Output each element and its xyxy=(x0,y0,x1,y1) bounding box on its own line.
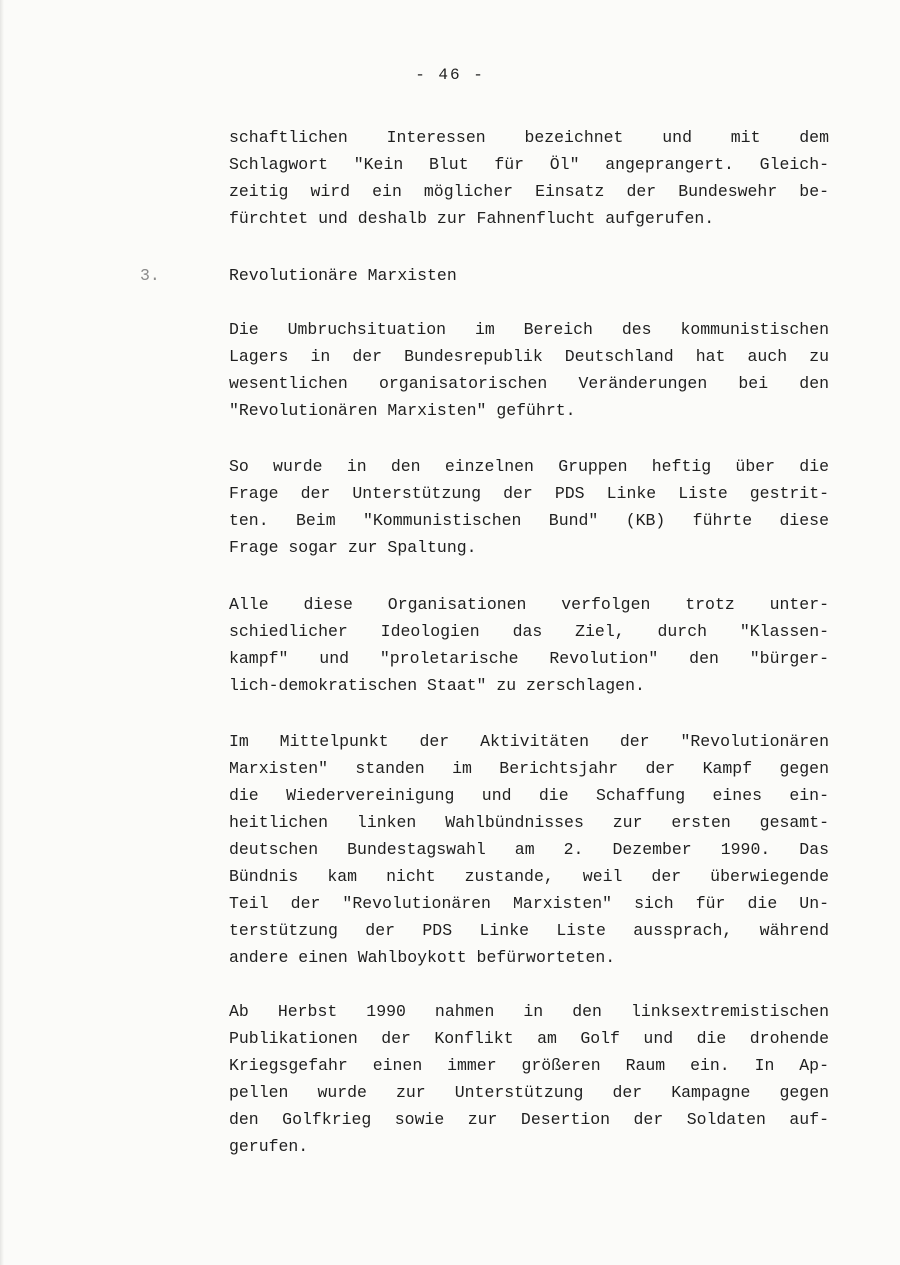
text-line: Bündnis kam nicht zustande, weil der überwiegende xyxy=(229,867,829,886)
paragraph-4 xyxy=(229,591,829,699)
scan-edge-shadow xyxy=(0,0,4,1265)
section-number: 3. xyxy=(140,266,160,285)
text-line: die Wiedervereinigung und die Schaffung eines ein- xyxy=(229,786,829,805)
text-line: Frage der Unterstützung der PDS Linke Liste gestrit- xyxy=(229,484,829,503)
paragraph-3 xyxy=(229,453,829,561)
text-line: schaftlichen Interessen bezeichnet und mit dem xyxy=(229,128,829,147)
text-line: Frage sogar zur Spaltung. xyxy=(229,538,477,557)
page-number: - 46 - xyxy=(415,66,485,84)
text-line: Die Umbruchsituation im Bereich des kommunistischen xyxy=(229,320,829,339)
text-line: Ab Herbst 1990 nahmen in den linksextremistischen xyxy=(229,1002,829,1021)
text-line: Publikationen der Konflikt am Golf und die drohende xyxy=(229,1029,829,1048)
text-line: So wurde in den einzelnen Gruppen heftig über die xyxy=(229,457,829,476)
text-line: gerufen. xyxy=(229,1137,309,1156)
section-heading: Revolutionäre Marxisten xyxy=(229,266,457,285)
text-line: Im Mittelpunkt der Aktivitäten der "Revolutionären xyxy=(229,732,829,751)
paragraph-5 xyxy=(229,728,829,971)
text-line: Teil der "Revolutionären Marxisten" sich für die Un- xyxy=(229,894,829,913)
text-line: Lagers in der Bundesrepublik Deutschland hat auch zu xyxy=(229,347,829,366)
text-line: wesentlichen organisatorischen Veränderungen bei den xyxy=(229,374,829,393)
text-line: Schlagwort "Kein Blut für Öl" angeprangert. Gleich- xyxy=(229,155,829,174)
text-line: terstützung der PDS Linke Liste aussprach, während xyxy=(229,921,829,940)
text-line: fürchtet und deshalb zur Fahnenflucht aufgerufen. xyxy=(229,209,715,228)
text-line: Marxisten" standen im Berichtsjahr der Kampf gegen xyxy=(229,759,829,778)
paragraph-6 xyxy=(229,998,829,1160)
text-line: "Revolutionären Marxisten" geführt. xyxy=(229,401,576,420)
text-line: den Golfkrieg sowie zur Desertion der Soldaten auf- xyxy=(229,1110,829,1129)
text-line: andere einen Wahlboykott befürworteten. xyxy=(229,948,616,967)
text-line: Kriegsgefahr einen immer größeren Raum ein. In Ap- xyxy=(229,1056,829,1075)
text-line: ten. Beim "Kommunistischen Bund" (KB) führte diese xyxy=(229,511,829,530)
text-line: deutschen Bundestagswahl am 2. Dezember 1990. Das xyxy=(229,840,829,859)
text-line: heitlichen linken Wahlbündnisses zur ersten gesamt- xyxy=(229,813,829,832)
text-line: Alle diese Organisationen verfolgen trotz unter- xyxy=(229,595,829,614)
paragraph-1 xyxy=(229,124,829,232)
paragraph-2 xyxy=(229,316,829,424)
text-line: lich-demokratischen Staat" zu zerschlagen. xyxy=(229,676,645,695)
text-line: kampf" und "proletarische Revolution" den "bürger- xyxy=(229,649,829,668)
text-line: zeitig wird ein möglicher Einsatz der Bundeswehr be- xyxy=(229,182,829,201)
text-line: schiedlicher Ideologien das Ziel, durch "Klassen- xyxy=(229,622,829,641)
text-line: pellen wurde zur Unterstützung der Kampagne gegen xyxy=(229,1083,829,1102)
